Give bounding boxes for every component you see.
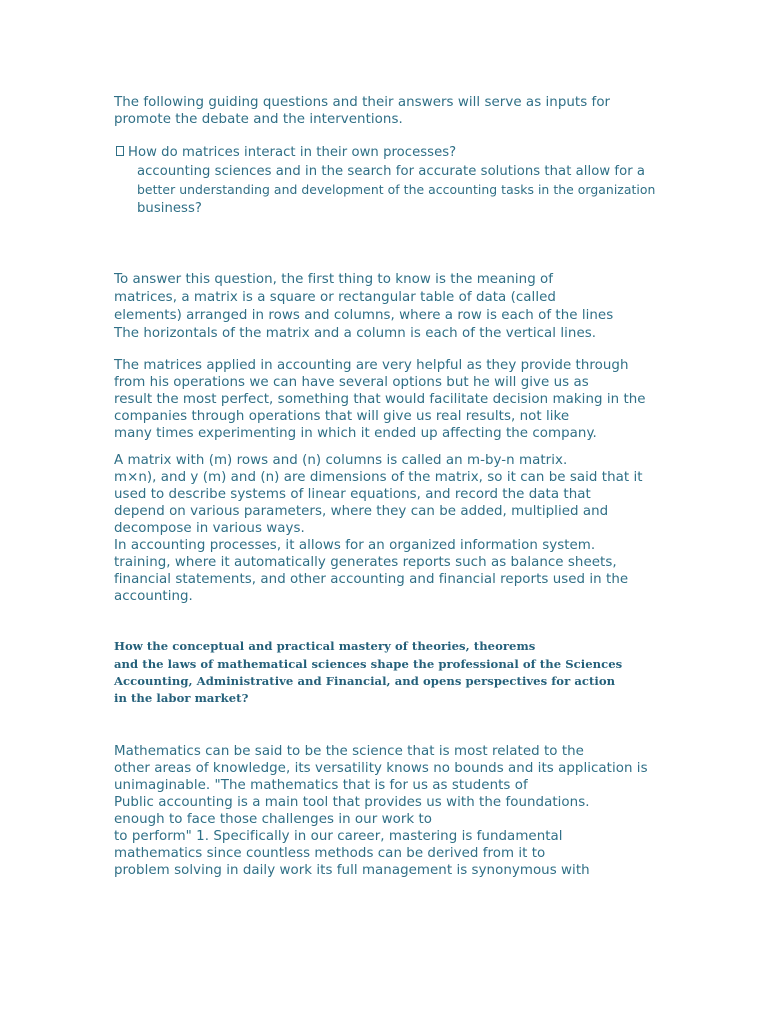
question-2-line: How the conceptual and practical mastery of theories, theorems	[114, 639, 536, 653]
question-1-title: How do matrices interact in their own processes?	[128, 145, 457, 160]
answer-1-line: financial statements, and other accounting and financial reports used in the	[114, 572, 629, 587]
answer-1-line: To answer this question, the first thing to know is the meaning of	[114, 272, 554, 287]
square-bullet-icon	[116, 146, 124, 156]
answer-1-line: used to describe systems of linear equations, and record the data that	[114, 487, 591, 502]
answer-1-line: companies through operations that will give us real results, not like	[114, 409, 570, 424]
answer-2-line: Public accounting is a main tool that provides us with the foundations.	[114, 795, 590, 810]
answer-2-line: to perform" 1. Specifically in our career, mastering is fundamental	[114, 829, 563, 844]
answer-2-line: other areas of knowledge, its versatility knows no bounds and its application is	[114, 761, 648, 776]
answer-2-line: Mathematics can be said to be the science that is most related to the	[114, 744, 584, 759]
answer-1-line: m×n), and y (m) and (n) are dimensions of the matrix, so it can be said that it	[114, 470, 643, 485]
answer-2-line: unimaginable. "The mathematics that is for us as students of	[114, 778, 528, 793]
answer-1-line: training, where it automatically generates reports such as balance sheets,	[114, 555, 617, 570]
answer-1-line: many times experimenting in which it ended up affecting the company.	[114, 426, 597, 441]
question-1-line: business?	[137, 201, 202, 216]
intro-line: The following guiding questions and their answers will serve as inputs for	[114, 95, 611, 110]
answer-1-line: from his operations we can have several options but he will give us as	[114, 375, 589, 390]
intro-line: promote the debate and the interventions.	[114, 112, 403, 127]
answer-1-line: In accounting processes, it allows for an organized information system.	[114, 538, 596, 553]
answer-1-line: The horizontals of the matrix and a column is each of the vertical lines.	[114, 326, 597, 341]
answer-1-line: A matrix with (m) rows and (n) columns is called an m-by-n matrix.	[114, 453, 568, 468]
question-2-line: Accounting, Administrative and Financial, and opens perspectives for action	[114, 674, 616, 688]
answer-1-line: matrices, a matrix is a square or rectangular table of data (called	[114, 290, 556, 305]
answer-1-line: decompose in various ways.	[114, 521, 305, 536]
answer-1-line: depend on various parameters, where they can be added, multiplied and	[114, 504, 609, 519]
answer-1-line: elements) arranged in rows and columns, where a row is each of the lines	[114, 308, 614, 323]
question-1-line: better understanding and development of the accounting tasks in the organization	[137, 182, 656, 197]
question-2-line: in the labor market?	[114, 691, 249, 705]
answer-2-line: mathematics since countless methods can be derived from it to	[114, 846, 546, 861]
answer-2-line: enough to face those challenges in our work to	[114, 812, 433, 827]
answer-1-line: result the most perfect, something that would facilitate decision making in the	[114, 392, 646, 407]
answer-1-line: accounting.	[114, 589, 193, 604]
answer-2-line: problem solving in daily work its full management is synonymous with	[114, 863, 590, 878]
question-2-line: and the laws of mathematical sciences shape the professional of the Sciences	[114, 657, 623, 671]
question-1-line: accounting sciences and in the search for accurate solutions that allow for a	[137, 164, 646, 179]
answer-1-line: The matrices applied in accounting are very helpful as they provide through	[114, 358, 629, 373]
